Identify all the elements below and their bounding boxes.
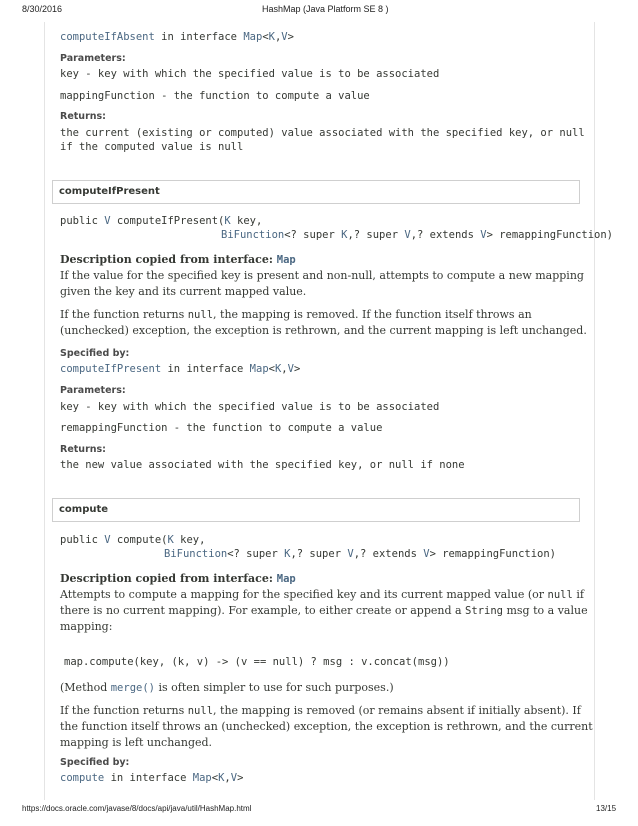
returns-line-2: if the computed value is null [60,141,244,153]
merge-link[interactable]: merge() [110,682,155,694]
right-border [594,22,595,800]
param-key: key - key with which the specified value is to be associated [60,401,440,413]
description-paragraph-1: Attempts to compute a mapping for the specified key and its current mapped value (or null if there is no current mapping). For example, to either create or append a String msg to a value mapping: [60,588,588,633]
method-heading-box [52,180,580,204]
print-title: HashMap (Java Platform SE 8 ) [262,4,389,14]
returns-line: the new value associated with the specified key, or null if none [60,459,465,471]
returns-label: Returns: [60,444,106,455]
type-param-link[interactable]: K [284,548,291,560]
method-signature-line-2: BiFunction<? super K,? super V,? extends V> remappingFunction) [221,229,613,241]
description-paragraph-3: If the function returns null, the mapping is removed (or remains absent if initially absent). If the function itself throws an (unchecked) exception, the exception is rethrown, and the current mapping is left unchanged. [60,704,593,749]
page-number: 13/15 [596,804,617,813]
description-paragraph-2: If the function returns null, the mapping is removed. If the function itself throws an (unchecked) exception, the exception is rethrown, and the current mapping is left unchanged. [60,308,587,337]
method-heading-box [52,498,580,522]
returns-line-1: the current (existing or computed) value associated with the specified key, or null [60,127,585,139]
method-link[interactable]: compute [60,772,105,784]
param-key: key - key with which the specified value is to be associated [60,68,440,80]
description-heading: Description copied from interface: Map [60,253,296,266]
method-heading: computeIfPresent [59,186,160,197]
type-param-link[interactable]: V [404,229,411,241]
map-link[interactable]: Map [276,573,296,585]
specified-by-line: computeIfPresent in interface Map<K,V> [60,363,301,375]
specified-by-line: computeIfAbsent in interface Map<K,V> [60,31,294,43]
method-signature-line-1: public V compute(K key, [60,534,206,546]
specified-by-line: compute in interface Map<K,V> [60,772,244,784]
specified-by-label: Specified by: [60,348,130,359]
type-param-link[interactable]: K [167,534,174,546]
method-signature-line-2: BiFunction<? super K,? super V,? extends V> remappingFunction) [164,548,556,560]
type-param-link[interactable]: K [341,229,348,241]
bifunction-link[interactable]: BiFunction [164,548,228,560]
method-link[interactable]: computeIfPresent [60,363,162,375]
type-param-link[interactable]: K [224,215,231,227]
description-heading: Description copied from interface: Map [60,572,296,585]
map-link[interactable]: Map [243,31,263,43]
method-link[interactable]: computeIfAbsent [60,31,155,43]
print-date: 8/30/2016 [22,4,63,14]
returns-label: Returns: [60,111,106,122]
left-border [44,22,45,800]
method-signature-line-1: public V computeIfPresent(K key, [60,215,263,227]
param-mapping-function: mappingFunction - the function to compute a value [60,90,370,102]
parameters-label: Parameters: [60,53,126,64]
type-param-link[interactable]: V [104,534,111,546]
type-param-link[interactable]: V [423,548,430,560]
bifunction-link[interactable]: BiFunction [221,229,285,241]
map-link[interactable]: Map [249,363,269,375]
type-param-link[interactable]: V [347,548,354,560]
description-paragraph-2: (Method merge() is often simpler to use for such purposes.) [60,681,394,694]
type-param-link[interactable]: V [480,229,487,241]
parameters-label: Parameters: [60,385,126,396]
specified-by-label: Specified by: [60,757,130,768]
description-paragraph-1: If the value for the specified key is present and non-null, attempts to compute a new mapping given the key and its current mapped value. [60,269,584,298]
code-example: map.compute(key, (k, v) -> (v == null) ? msg : v.concat(msg)) [64,656,450,668]
print-url: https://docs.oracle.com/javase/8/docs/api/java/util/HashMap.html [22,804,252,813]
method-heading: compute [59,504,109,515]
param-remapping-function: remappingFunction - the function to compute a value [60,422,383,434]
map-link[interactable]: Map [276,254,296,266]
type-param-link[interactable]: V [104,215,111,227]
map-link[interactable]: Map [192,772,212,784]
